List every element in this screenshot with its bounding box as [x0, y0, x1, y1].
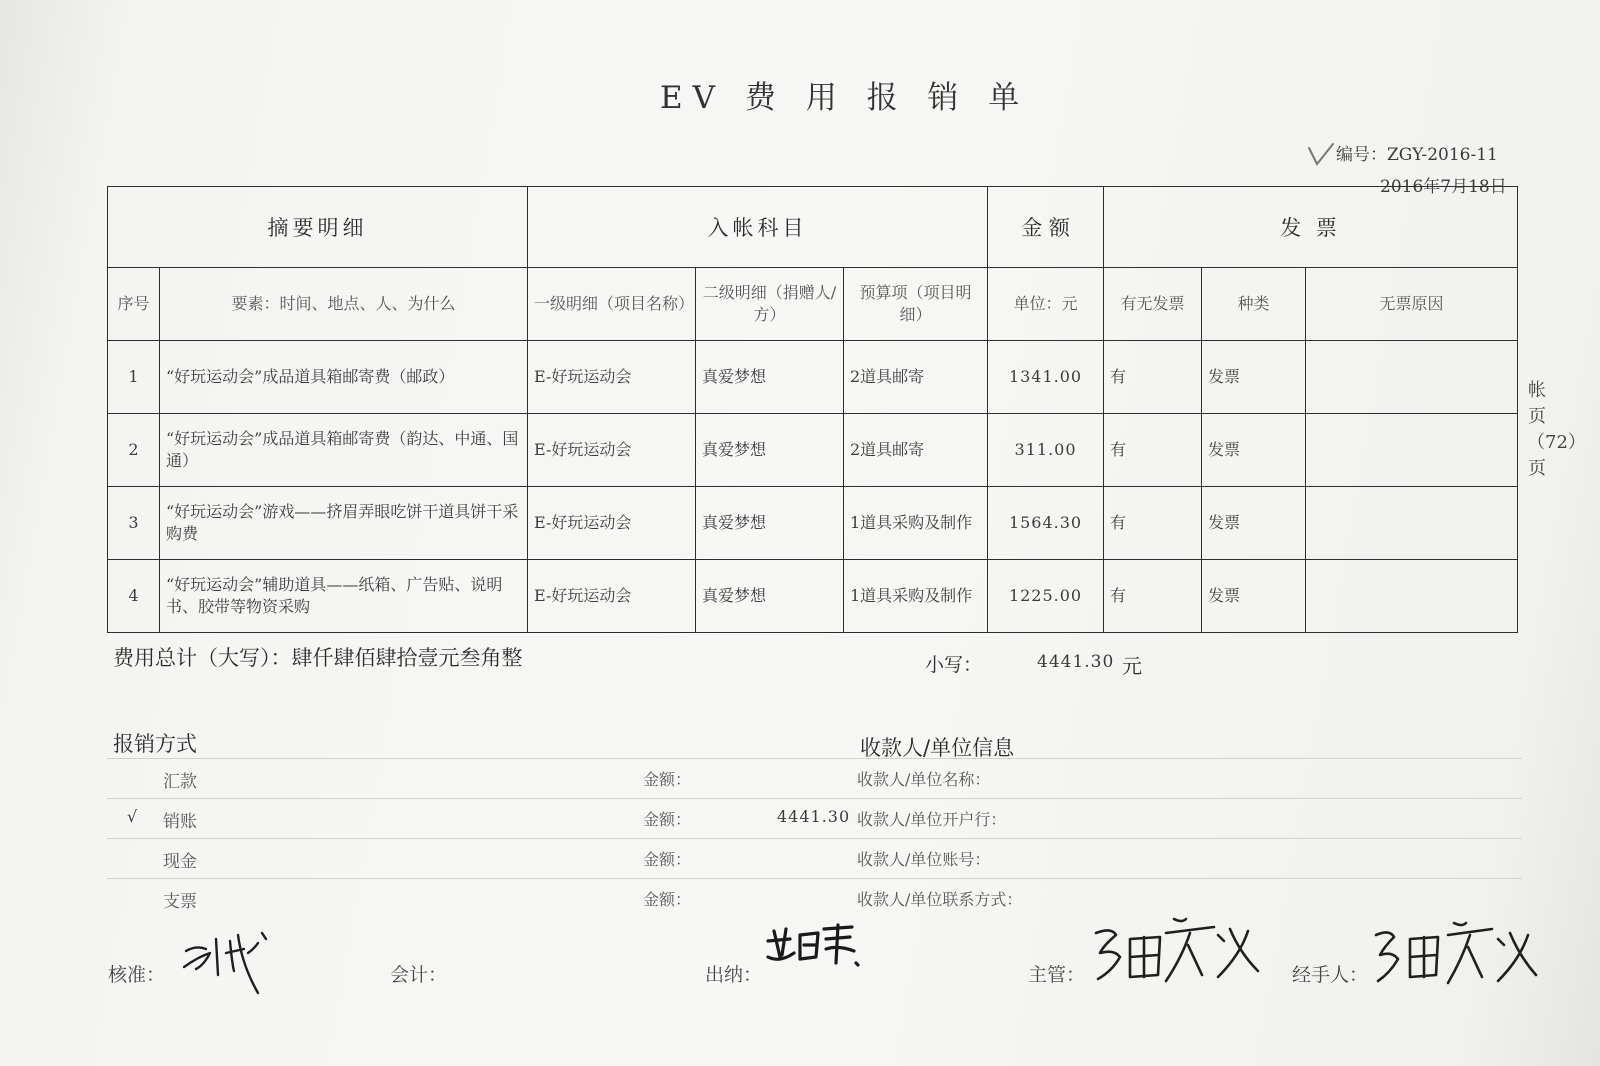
row-amount: 1564.30	[988, 487, 1104, 560]
supervisor-signature	[1090, 905, 1265, 1015]
row-seq: 2	[108, 414, 160, 487]
row-has-invoice: 有	[1104, 341, 1202, 414]
row-kind: 发票	[1202, 341, 1306, 414]
payment-row	[107, 758, 1522, 799]
payee-field-label: 收款人/单位名称：	[857, 770, 991, 789]
row-level2: 真爱梦想	[696, 341, 844, 414]
row-kind: 发票	[1202, 487, 1306, 560]
approver-signature	[178, 905, 288, 1010]
approve-label: 核准：	[108, 964, 166, 986]
payment-row	[107, 798, 1522, 839]
amount-label: 金额：	[643, 890, 692, 909]
amount-label: 金额：	[643, 850, 692, 869]
cashier-signature	[760, 905, 880, 985]
col-seq: 序号	[108, 268, 160, 341]
payee-field-label: 收款人/单位联系方式：	[857, 890, 1023, 909]
serial-number: 编号：ZGY-2016-11	[1336, 145, 1498, 165]
row-level1: E-好玩运动会	[528, 487, 696, 560]
total-capital: 费用总计（大写）：肆仟肆佰肆拾壹元叁角整	[113, 646, 523, 670]
row-level1: E-好玩运动会	[528, 341, 696, 414]
row-seq: 1	[108, 341, 160, 414]
table-row	[108, 341, 1518, 414]
row-level1: E-好玩运动会	[528, 414, 696, 487]
form-date: 2016年7月18日	[1380, 177, 1507, 197]
header-amount: 金 额	[988, 187, 1104, 268]
row-has-invoice: 有	[1104, 414, 1202, 487]
col-kind: 种类	[1202, 268, 1306, 341]
row-reason	[1306, 560, 1518, 633]
row-seq: 4	[108, 560, 160, 633]
row-has-invoice: 有	[1104, 487, 1202, 560]
row-level2: 真爱梦想	[696, 414, 844, 487]
payment-row	[107, 838, 1522, 879]
payment-method: 汇款	[163, 772, 197, 792]
header-invoice: 发 票	[1104, 187, 1518, 268]
payee-field-label: 收款人/单位账号：	[857, 850, 991, 869]
col-has-invoice: 有无发票	[1104, 268, 1202, 341]
handler-signature	[1370, 905, 1545, 1015]
col-unit: 单位：元	[988, 268, 1104, 341]
row-kind: 发票	[1202, 414, 1306, 487]
col-elements: 要素：时间、地点、人、为什么	[160, 268, 528, 341]
row-amount: 1225.00	[988, 560, 1104, 633]
form-title: EV 费 用 报 销 单	[660, 80, 1030, 116]
row-amount: 311.00	[988, 414, 1104, 487]
col-level2: 二级明细（捐赠人/方）	[696, 268, 844, 341]
amount-label: 金额：	[643, 810, 692, 829]
payee-field-label: 收款人/单位开户行：	[857, 810, 1007, 829]
header-account: 入帐科目	[528, 187, 988, 268]
col-no-invoice-reason: 无票原因	[1306, 268, 1518, 341]
row-desc: “好玩运动会”辅助道具——纸箱、广告贴、说明书、胶带等物资采购	[160, 560, 528, 633]
check-mark-icon: √	[127, 807, 138, 826]
row-reason	[1306, 414, 1518, 487]
row-desc: “好玩运动会”游戏——挤眉弄眼吃饼干道具饼干采购费	[160, 487, 528, 560]
col-level1: 一级明细（项目名称）	[528, 268, 696, 341]
expense-table	[107, 186, 1518, 633]
amount-value: 4441.30	[777, 807, 851, 826]
row-desc: “好玩运动会”成品道具箱邮寄费（邮政）	[160, 341, 528, 414]
row-budget: 1道具采购及制作	[844, 487, 988, 560]
payment-method: 现金	[163, 852, 197, 872]
row-seq: 3	[108, 487, 160, 560]
row-has-invoice: 有	[1104, 560, 1202, 633]
pen-tick-icon	[1305, 140, 1337, 170]
ledger-page-note: 帐页（72）页	[1527, 380, 1586, 479]
row-level2: 真爱梦想	[696, 487, 844, 560]
row-level1: E-好玩运动会	[528, 560, 696, 633]
total-small-value: 4441.30	[1037, 652, 1115, 672]
header-summary: 摘要明细	[108, 187, 528, 268]
amount-label: 金额：	[643, 770, 692, 789]
row-reason	[1306, 487, 1518, 560]
row-budget: 1道具采购及制作	[844, 560, 988, 633]
payment-method: 销账	[163, 812, 197, 832]
payee-info-title: 收款人/单位信息	[860, 736, 1015, 760]
row-desc: “好玩运动会”成品道具箱邮寄费（韵达、中通、国通）	[160, 414, 528, 487]
row-budget: 2道具邮寄	[844, 414, 988, 487]
col-budget: 预算项（项目明细）	[844, 268, 988, 341]
payment-method-title: 报销方式	[113, 732, 197, 756]
table-row	[108, 487, 1518, 560]
handler-label: 经手人：	[1292, 964, 1369, 986]
payment-method: 支票	[163, 892, 197, 912]
row-amount: 1341.00	[988, 341, 1104, 414]
row-level2: 真爱梦想	[696, 560, 844, 633]
row-reason	[1306, 341, 1518, 414]
table-row	[108, 560, 1518, 633]
supervisor-label: 主管：	[1028, 964, 1086, 986]
accountant-label: 会计：	[390, 964, 448, 986]
row-kind: 发票	[1202, 560, 1306, 633]
total-unit: 元	[1122, 654, 1142, 678]
row-budget: 2道具邮寄	[844, 341, 988, 414]
table-row	[108, 414, 1518, 487]
cashier-label: 出纳：	[705, 964, 763, 986]
total-small-label: 小写：	[925, 654, 983, 676]
